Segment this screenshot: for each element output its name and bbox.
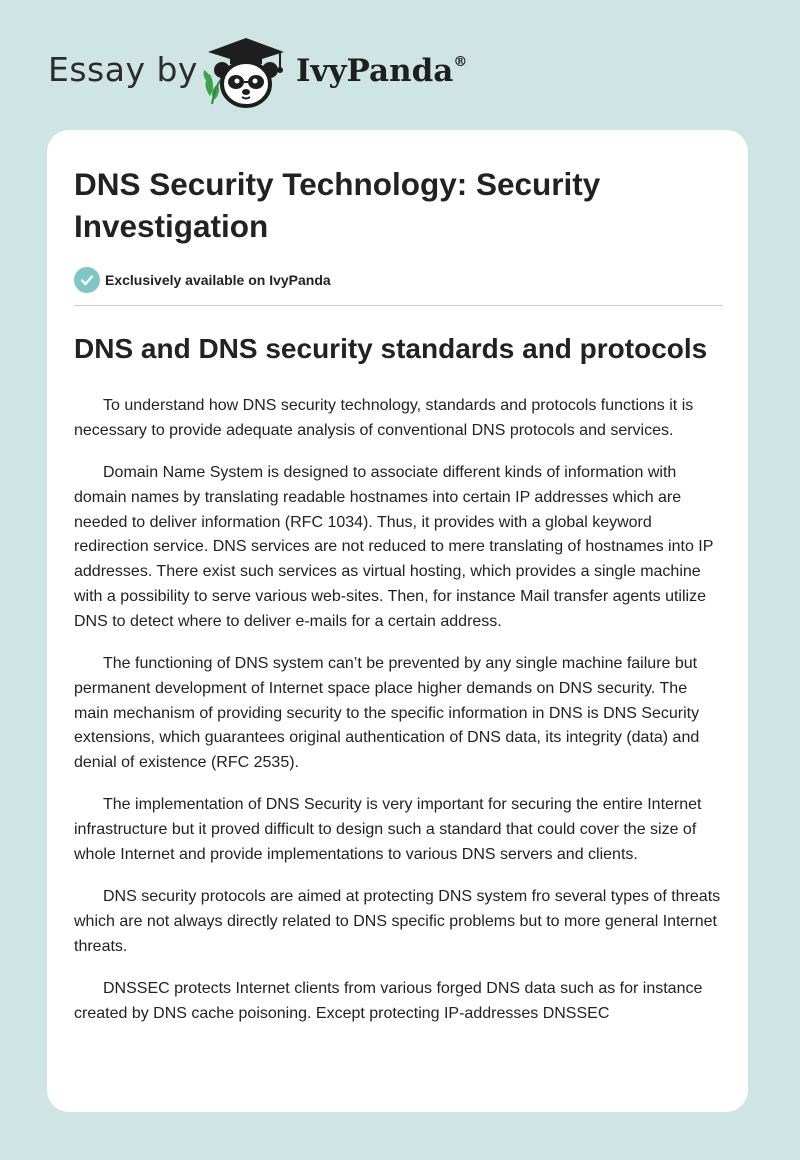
- site-header: [0, 0, 800, 130]
- divider: [74, 305, 723, 306]
- essay-card: [47, 130, 748, 1112]
- panda-graduate-logo-icon[interactable]: [200, 36, 292, 108]
- page-title: DNS Security Technology: Security Investigation: [74, 166, 601, 244]
- check-circle-icon: [74, 267, 100, 293]
- section-heading: DNS and DNS security standards and protocols: [74, 333, 708, 364]
- essay-content: [74, 163, 723, 1026]
- exclusive-badge: [74, 267, 723, 293]
- paragraph: The functioning of DNS system can’t be prevented by any single machine failure but permanent development of Internet space place higher demands on DNS security. The main mechanism of providing security to the specific information in DNS is DNS Security extensions, which guarantees original authentication of DNS data, its integrity (data) and denial of existence (RFC 2535).: [74, 654, 700, 772]
- registered-mark: ®: [453, 53, 468, 70]
- paragraph: The implementation of DNS Security is very important for securing the entire Internet infrastructure but it proved difficult to design such a standard that could cover the size of whole Internet and provide implementations to various DNS servers and clients.: [74, 796, 702, 863]
- exclusive-label: Exclusively available on IvyPanda: [105, 272, 331, 288]
- paragraph: Domain Name System is designed to associate different kinds of information with domain names by translating readable hostnames into certain IP addresses which are needed to deliver information (RFC 1034). Thus, it provides with a global keyword redirection service. DNS services are not reduced to mere translating of hostnames into IP addresses. There exist such services as virtual hosting, which provides a single machine with a possibility to serve various web-sites. Then, for instance Mail transfer agents utilize DNS to detect where to deliver e-mails for a certain address.: [74, 463, 714, 630]
- paragraph: DNS security protocols are aimed at protecting DNS system fro several types of threats which are not always directly related to DNS specific problems but to more general Internet threats.: [74, 888, 721, 955]
- brand-name: IvyPanda: [296, 53, 454, 89]
- brand-logo-text[interactable]: [296, 53, 467, 89]
- paragraph: DNSSEC protects Internet clients from various forged DNS data such as for instance created by DNS cache poisoning. Except protecting IP-addresses DNSSEC: [74, 979, 703, 1022]
- essay-by-label: Essay by: [48, 50, 198, 89]
- paragraph: To understand how DNS security technology, standards and protocols functions it is necessary to provide adequate analysis of conventional DNS protocols and services.: [74, 397, 694, 439]
